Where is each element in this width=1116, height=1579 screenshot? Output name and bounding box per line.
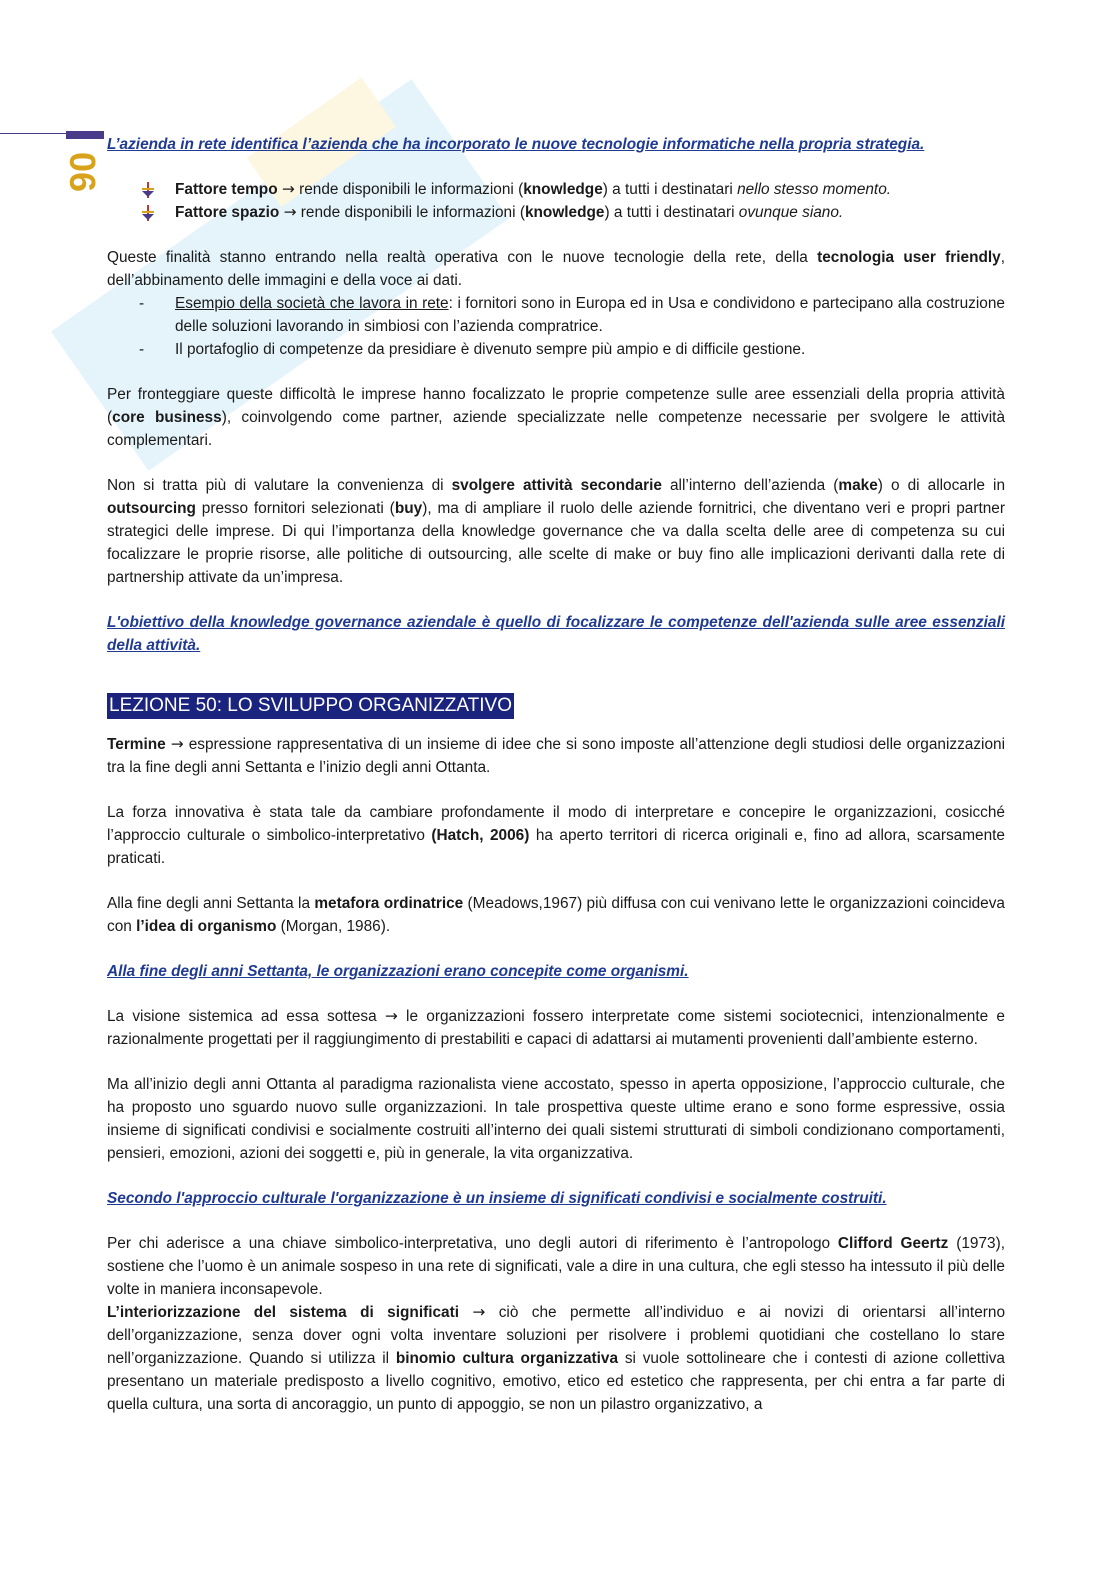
paragraph: Ma all’inizio degli anni Ottanta al paradigma razionalista viene accostato, spesso in aperta opposizione, l’approccio culturale, che ha proposto uno sguardo nuovo sulle organizzazioni. In tale prospettiva queste ultime erano e sono forme espressive, ossia insieme di significati condivisi e socialmente costruiti all’interno dei quali sistemi strutturati di simboli condizionano comportamenti, pensieri, emozioni, azioni dei soggetti e, più in generale, la vita organizzativa. [107, 1076, 1005, 1162]
lesson-heading [107, 693, 1005, 719]
key-concept: Alla fine degli anni Settanta, le organizzazioni erano concepite come organismi. [107, 963, 689, 980]
factor-list [107, 178, 1005, 224]
paragraph: Queste finalità stanno entrando nella realtà operativa con le nuove tecnologie della rete, della tecnologia user friendly, dell’abbinamento delle immagini e della voce ai dati. [107, 249, 1005, 289]
arrow-bullet-icon [140, 205, 156, 221]
chapter-number: 06 [62, 152, 103, 193]
document-body [107, 133, 1005, 1416]
chapter-bar [66, 131, 104, 139]
list-item: - Esempio della società che lavora in rete: i fornitori sono in Europa ed in Usa e condividono e partecipano alla costruzione delle soluzioni lavorando in simbiosi con l’azienda compratrice. [139, 295, 1005, 335]
list-item: Fattore tempo → rende disponibili le informazioni (knowledge) a tutti i destinatari nello stesso momento. [107, 178, 1005, 201]
paragraph: Alla fine degli anni Settanta la metafora ordinatrice (Meadows,1967) più diffusa con cui venivano lette le organizzazioni coincideva con l’idea di organismo (Morgan, 1986). [107, 895, 1005, 935]
paragraph: L’interiorizzazione del sistema di significati → ciò che permette all’individuo e ai novizi di orientarsi all’interno dell’organizzazione, senza dover ogni volta inventare soluzioni per risolvere i problemi quotidiani che costellano lo stare nell’organizzazione. Quando si utilizza il binomio cultura organizzativa si vuole sottolineare che i contesti di azione collettiva presentano un materiale predisposto a livello cognitivo, emotivo, etico ed estetico che rappresenta, per chi entra a far parte di quella cultura, una sorta di ancoraggio, un punto di appoggio, se non un pilastro organizzativo, a [107, 1303, 1006, 1413]
chapter-rule [0, 133, 66, 134]
example-list [107, 292, 1005, 361]
key-concept: L'obiettivo della knowledge governance aziendale è quello di focalizzare le competenze dell'azienda sulle aree essenziali della attività. [107, 614, 1005, 654]
paragraph: Per fronteggiare queste difficoltà le imprese hanno focalizzato le proprie competenze sulle aree essenziali della propria attività (core business), coinvolgendo come partner, aziende specializzate nelle competenze necessarie per svolgere le attività complementari. [107, 386, 1005, 449]
arrow-bullet-icon [140, 182, 156, 198]
paragraph: La visione sistemica ad essa sottesa → le organizzazioni fossero interpretate come sistemi sociotecnici, intenzionalmente e razionalmente progettati per il raggiungimento di prestabiliti e capaci di adattarsi ai mutamenti provenienti dall’ambiente esterno. [107, 1007, 1005, 1048]
list-item: - Il portafoglio di competenze da presidiare è divenuto sempre più ampio e di difficile gestione. [139, 341, 806, 358]
list-item: Fattore spazio → rende disponibili le informazioni (knowledge) a tutti i destinatari ovunque siano. [107, 201, 1005, 224]
lesson-title: LEZIONE 50: LO SVILUPPO ORGANIZZATIVO [107, 693, 514, 719]
paragraph: Non si tratta più di valutare la convenienza di svolgere attività secondarie all’interno dell’azienda (make) o di allocarle in outsourcing presso fornitori selezionati (buy), ma di ampliare il ruolo delle aziende fornitrici, che diventano veri e propri partner strategici delle imprese. Di qui l’importanza della knowledge governance che va dalla scelta delle aree di competenza su cui focalizzare le proprie risorse, alle politiche di outsourcing, alle scelte di make or buy fino alle implicazioni derivanti dalla rete di partnership attivate da un’impresa. [107, 477, 1005, 586]
paragraph: Termine → espressione rappresentativa di un insieme di idee che si sono imposte all’attenzione degli studiosi delle organizzazioni tra la fine degli anni Settanta e l’inizio degli anni Ottanta. [107, 735, 1005, 776]
intro-highlight: L’azienda in rete identifica l’azienda che ha incorporato le nuove tecnologie informatiche nella propria strategia. [107, 136, 925, 153]
key-concept: Secondo l'approccio culturale l'organizzazione è un insieme di significati condivisi e socialmente costruiti. [107, 1190, 887, 1207]
paragraph: Per chi aderisce a una chiave simbolico-interpretativa, uno degli autori di riferimento è l’antropologo Clifford Geertz (1973), sostiene che l’uomo è un animale sospeso in una rete di significati, vale a dire in una cultura, che egli stesso ha intessuto il più delle volte in maniera inconsapevole. [107, 1235, 1005, 1298]
paragraph: La forza innovativa è stata tale da cambiare profondamente il modo di interpretare e concepire le organizzazioni, cosicché l’approccio culturale o simbolico-interpretativo (Hatch, 2006) ha aperto territori di ricerca originali e, fino ad allora, scarsamente praticati. [107, 804, 1005, 867]
